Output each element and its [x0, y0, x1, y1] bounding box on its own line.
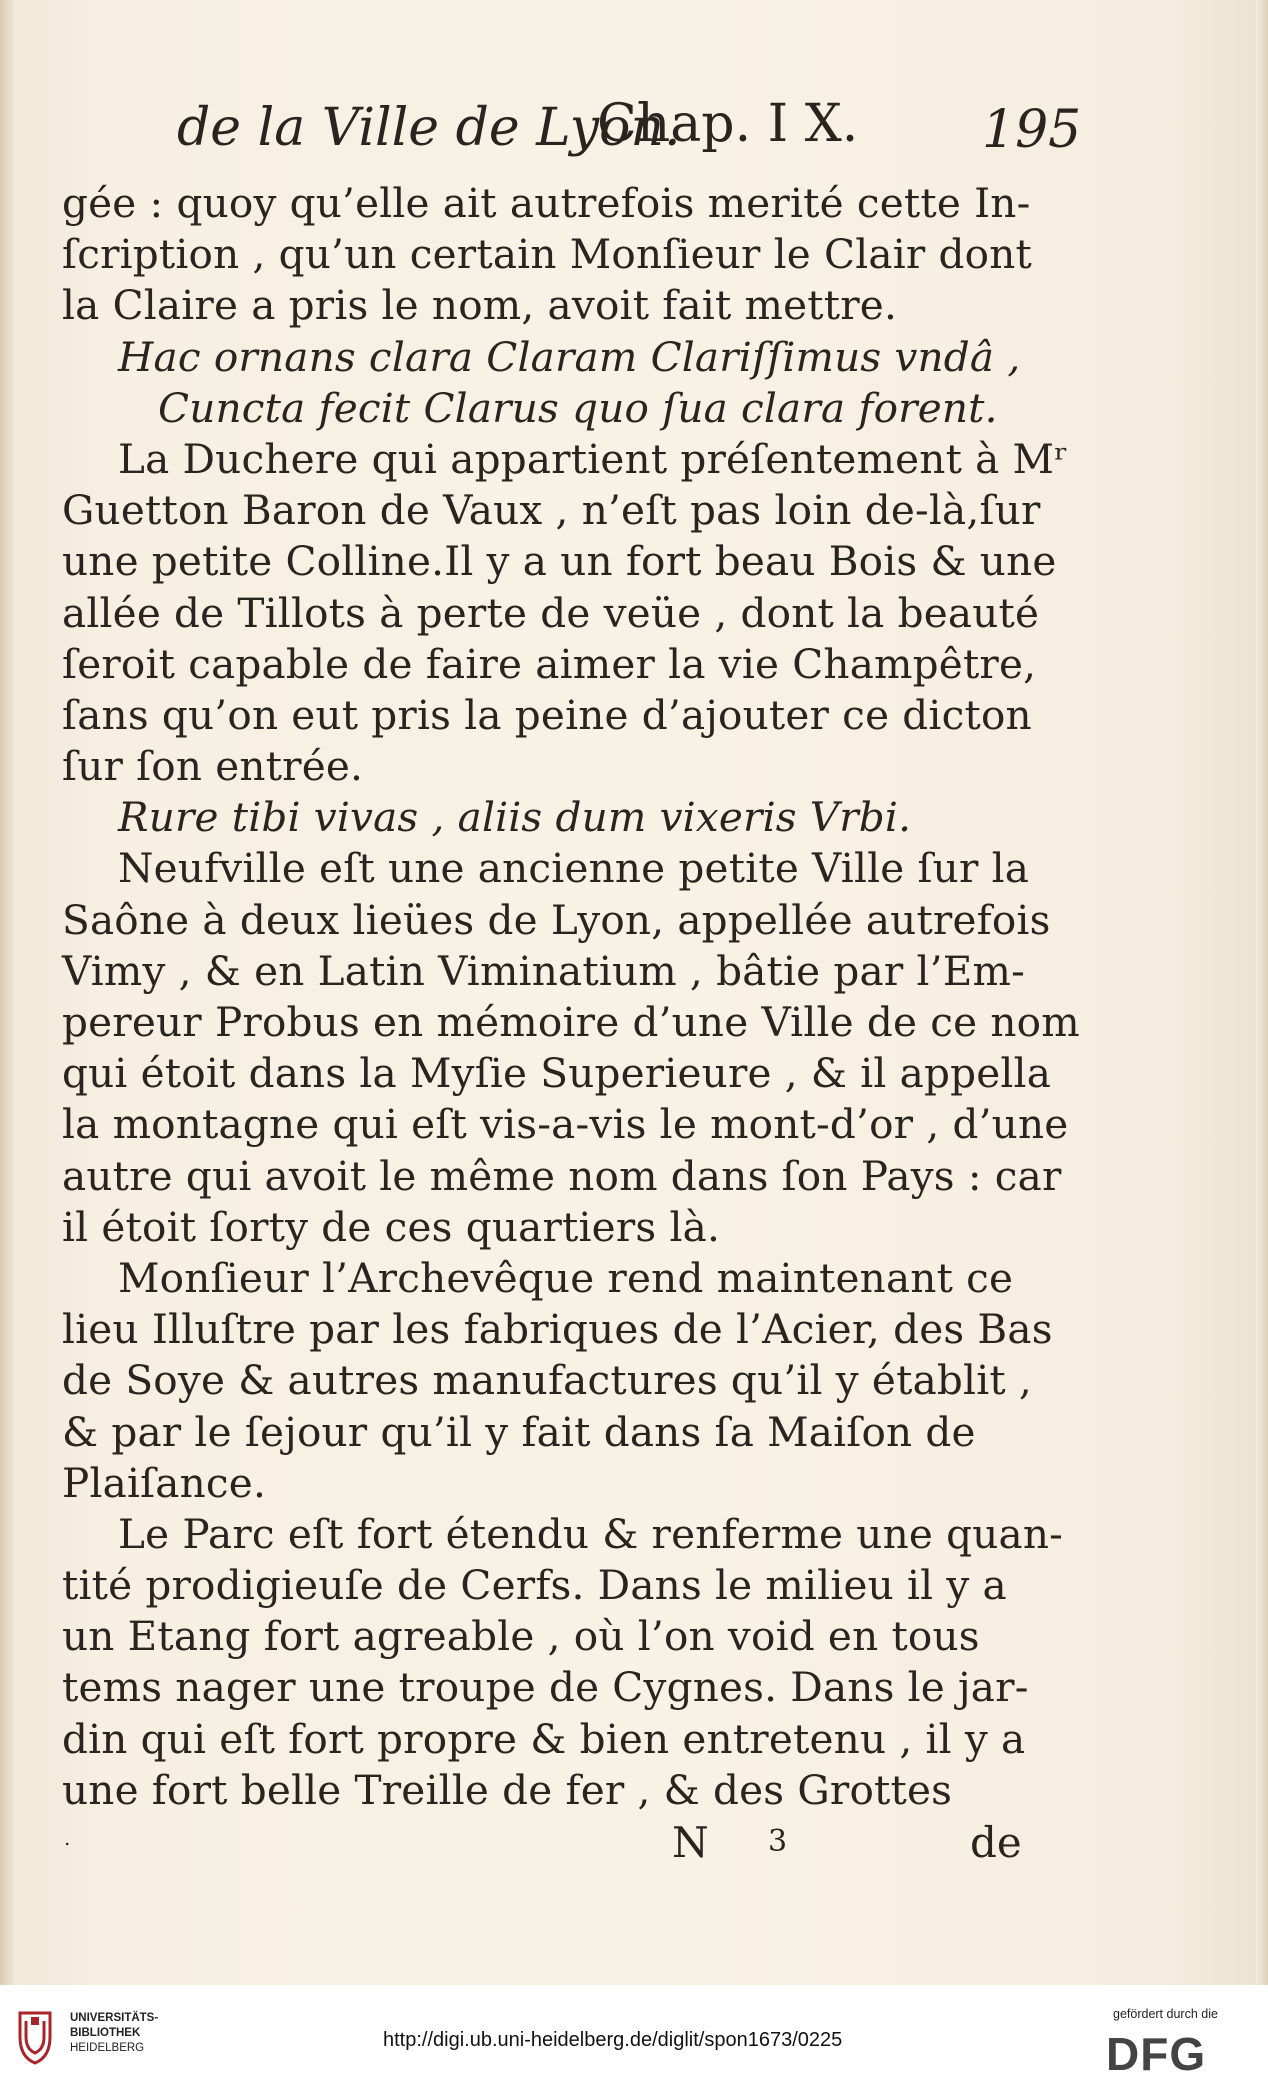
text-line: Saône à deux lieües de Lyon, appellée autrefois — [62, 895, 1051, 944]
text-line: tems nager une troupe de Cygnes. Dans le jar- — [62, 1663, 1029, 1712]
funder-label: gefördert durch die — [1113, 2007, 1218, 2021]
text-line: pereur Probus en mémoire d’une Ville de ce nom — [62, 998, 1080, 1046]
text-line: tité prodigieuſe de Cerfs. Dans le milieu il y a — [62, 1561, 1007, 1610]
text-line: ſur ſon entrée. — [62, 742, 364, 791]
catchword: de — [970, 1818, 1022, 1867]
university-library-logo-icon — [12, 2007, 58, 2067]
page-body — [62, 178, 1162, 1816]
library-name-line: BIBLIOTHEK — [70, 2027, 141, 2039]
text-line: Monſieur l’Archevêque rend maintenant ce — [118, 1253, 1014, 1302]
text-line: la Claire a pris le nom, avoit fait mettre. — [62, 281, 898, 330]
text-line: din qui eſt fort propre & bien entretenu , il y a — [62, 1714, 1026, 1763]
text-line: de Soye & autres manufactures qu’il y établit , — [62, 1356, 1032, 1405]
digitization-footer — [0, 1985, 1268, 2079]
text-line: ſeroit capable de faire aimer la vie Champêtre, — [62, 639, 1037, 688]
signature-number: 3 — [768, 1824, 788, 1859]
text-line: La Duchere qui appartient préſentement à Mʳ — [118, 434, 1069, 483]
text-line: Le Parc eſt fort étendu & renferme une quan- — [118, 1509, 1064, 1558]
text-line: une fort belle Treille de fer , & des Grottes — [62, 1765, 953, 1814]
text-line: il étoit ſorty de ces quartiers là. — [62, 1202, 721, 1251]
signature-mark: N — [672, 1818, 709, 1867]
text-line: Plaiſance. — [62, 1458, 267, 1507]
page-right-edge — [1256, 0, 1268, 1985]
page-number: 195 — [982, 100, 1082, 160]
signature-line — [62, 1818, 1162, 1878]
text-line: ſcription , qu’un certain Monſieur le Clair dont — [62, 230, 1032, 279]
book-page — [62, 94, 1162, 1878]
verse-line: Rure tibi vivas , aliis dum vixeris Vrbi. — [118, 793, 912, 842]
page-left-edge — [0, 0, 14, 1985]
running-title: de la Ville de Lyon. — [177, 98, 681, 158]
text-line: qui étoit dans la Myſie Superieure , & il appella — [62, 1049, 1052, 1098]
source-url-link[interactable]: http://digi.ub.uni-heidelberg.de/diglit/spon1673/0225 — [383, 2029, 843, 2051]
signature-dot: . — [64, 1826, 71, 1850]
dfg-logo: DFG — [1106, 2028, 1207, 2080]
text-line: autre qui avoit le même nom dans ſon Pays : car — [62, 1151, 1062, 1200]
library-name-line: HEIDELBERG — [70, 2042, 145, 2054]
text-line: lieu Illuſtre par les fabriques de l’Acier, des Bas — [62, 1305, 1053, 1354]
library-name — [70, 2011, 158, 2056]
text-line: gée : quoy qu’elle ait autrefois merité cette In- — [62, 179, 1031, 227]
verse-line: Cuncta fecit Clarus quo ſua clara forent. — [158, 383, 998, 432]
library-name-line: UNIVERSITÄTS- — [70, 2012, 159, 2024]
text-line: allée de Tillots à perte de veüe , dont la beauté — [62, 588, 1040, 637]
page-header — [62, 94, 1162, 178]
chapter-heading: Chap. I X. — [597, 94, 859, 154]
text-line: Vimy , & en Latin Viminatium , bâtie par l’Em- — [62, 946, 1026, 995]
text-line: Neufville eſt une ancienne petite Ville ſur la — [118, 844, 1030, 893]
text-line: ſans qu’on eut pris la peine d’ajouter ce dicton — [62, 690, 1032, 739]
text-line: la montagne qui eſt vis-a-vis le mont-d’or , d’une — [62, 1100, 1069, 1149]
text-line: Guetton Baron de Vaux , n’eſt pas loin de-là,ſur — [62, 486, 1041, 535]
text-line: un Etang fort agreable , où l’on void en tous — [62, 1612, 980, 1661]
text-line: une petite Colline.Il y a un fort beau Bois & une — [62, 537, 1057, 586]
verse-line: Hac ornans clara Claram Clariſſimus vndâ , — [118, 332, 1021, 381]
text-line: & par le ſejour qu’il y fait dans ſa Maiſon de — [62, 1407, 976, 1456]
